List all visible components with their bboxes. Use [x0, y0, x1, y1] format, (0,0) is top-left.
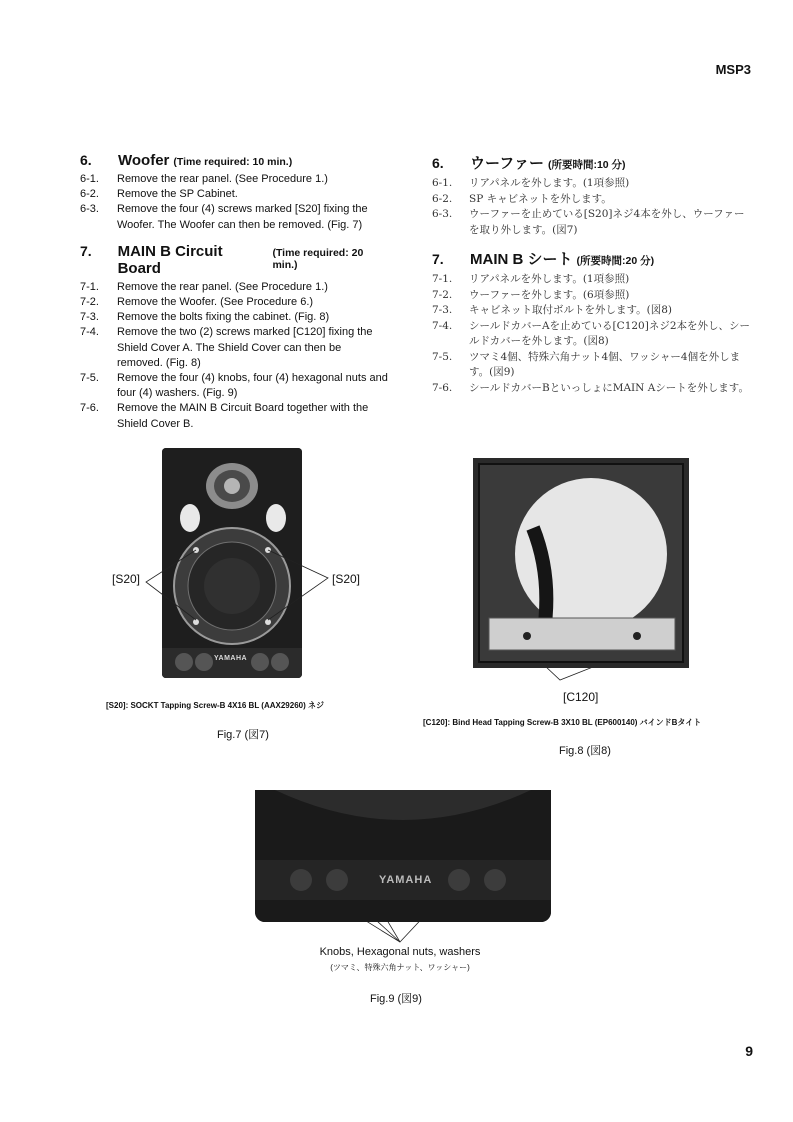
section-number: 6. [432, 155, 444, 171]
section-title: ウーファー [470, 155, 544, 172]
step-item [80, 280, 390, 295]
step-item [80, 401, 390, 431]
fig9-callout-jp: (ツマミ、特殊六角ナット、ワッシャー) [330, 963, 470, 972]
section-heading [80, 152, 390, 169]
step-number: 7-6. [432, 381, 453, 394]
section-heading [432, 152, 750, 173]
section-number: 7. [80, 242, 92, 259]
fig8-label: Fig.8 (図8) [559, 745, 611, 757]
step-item [80, 371, 390, 401]
section-woofer [80, 152, 390, 233]
step-text: Remove the four (4) knobs, four (4) hexagonal nuts and four (4) washers. (Fig. 9) [117, 372, 388, 400]
step-item [80, 172, 390, 187]
fig7-callout-right: [S20] [332, 572, 361, 586]
section-heading [80, 243, 390, 277]
step-text: Remove the rear panel. (See Procedure 1.) [117, 173, 328, 185]
section-number: 7. [432, 251, 444, 267]
step-text: キャビネット取付ボルトを外します。(図8) [469, 304, 673, 316]
step-item [432, 176, 750, 192]
english-column [80, 152, 390, 442]
step-text: Remove the rear panel. (See Procedure 1.) [117, 280, 328, 293]
step-list [432, 272, 750, 396]
fig7-speaker-photo [162, 448, 302, 678]
step-number: 6-1. [432, 177, 453, 189]
fig9-knobs-photo [255, 790, 551, 922]
fig7-label: Fig.7 (図7) [217, 729, 269, 741]
interior-drawing [473, 458, 689, 668]
fig8-callout: [C120] [563, 690, 599, 704]
step-number: 7-4. [432, 319, 453, 332]
speaker-drawing [162, 448, 302, 678]
section-main-b [80, 243, 390, 432]
step-item [432, 381, 750, 397]
japanese-column [432, 152, 750, 406]
fig7-screw-caption: [S20]: SOCKT Tapping Screw-B 4X16 BL (AAX29260) ネジ [106, 701, 324, 710]
model-name: MSP3 [715, 62, 751, 77]
step-item [80, 325, 390, 371]
step-item [432, 350, 750, 381]
step-item [432, 303, 750, 319]
section-number: 6. [80, 152, 92, 168]
step-item [80, 187, 390, 202]
step-number: 6-2. [80, 188, 99, 201]
step-number: 7-2. [80, 296, 99, 309]
step-item [432, 319, 750, 350]
step-list [432, 176, 750, 238]
step-text: ウーファーを外します。(6項参照) [469, 288, 630, 301]
step-text: Remove the bolts fixing the cabinet. (Fig. 8) [117, 311, 330, 324]
section-time: (Time required: 10 min.) [173, 156, 293, 168]
step-number: 7-4. [80, 326, 99, 339]
step-text: シールドカバーAを止めている[C120]ネジ2本を外し、シールドカバーを外します。(図8) [469, 319, 751, 347]
step-text: Remove the MAIN B Circuit Board together with the Shield Cover B. [117, 402, 369, 430]
section-main-b-jp [432, 248, 750, 396]
step-item [80, 295, 390, 310]
step-list [80, 280, 390, 432]
fig9-brand: YAMAHA [379, 874, 433, 886]
section-title: Woofer [118, 152, 170, 169]
step-number: 6-3. [432, 208, 453, 220]
step-number: 6-3. [80, 203, 99, 216]
page-number: 9 [745, 1043, 753, 1059]
step-item [432, 288, 750, 304]
step-number: 7-5. [432, 350, 453, 363]
fig8-interior-photo [473, 458, 689, 668]
step-number: 6-2. [432, 192, 453, 205]
step-item [432, 192, 750, 208]
step-item [80, 310, 390, 325]
section-time: (所要時間:20 分) [576, 255, 655, 267]
knobs-drawing [255, 790, 551, 922]
step-number: 7-1. [80, 280, 99, 293]
step-text: Remove the four (4) screws marked [S20] fixing the Woofer. The Woofer can then be removed. (Fig. 7) [117, 203, 368, 231]
step-text: Remove the SP Cabinet. [117, 188, 238, 201]
step-text: リアパネルを外します。(1項参照) [469, 273, 630, 285]
step-number: 7-6. [80, 402, 99, 415]
step-number: 7-1. [432, 273, 453, 285]
step-list [80, 172, 390, 233]
step-item [80, 202, 390, 232]
section-time: (Time required: 20 min.) [272, 246, 364, 271]
fig7-brand: YAMAHA [214, 655, 248, 662]
section-title: MAIN B Circuit Board [117, 242, 223, 277]
fig7-callout-left: [S20] [112, 572, 141, 586]
step-text: SP キャビネットを外します。 [469, 192, 612, 205]
section-heading [432, 248, 750, 269]
step-item [432, 207, 750, 238]
step-text: リアパネルを外します。(1項参照) [469, 177, 630, 189]
step-number: 7-3. [432, 304, 453, 316]
section-time: (所要時間:10 分) [547, 159, 626, 171]
step-text: Remove the Woofer. (See Procedure 6.) [117, 296, 314, 309]
fig9-callout-en: Knobs, Hexagonal nuts, washers [319, 946, 481, 958]
step-number: 6-1. [80, 173, 99, 185]
step-number: 7-5. [80, 372, 99, 385]
step-text: シールドカバーBといっしょにMAIN Aシートを外します。 [469, 381, 749, 394]
step-text: ウーファーを止めている[S20]ネジ4本を外し、ウーファーを取り外します。(図7) [469, 208, 745, 236]
step-item [432, 272, 750, 288]
step-number: 7-2. [432, 288, 453, 301]
section-woofer-jp [432, 152, 750, 238]
step-text: Remove the two (2) screws marked [C120] fixing the Shield Cover A. The Shield Cover can then be removed. (Fig. 8) [117, 326, 373, 369]
step-text: ツマミ4個、特殊六角ナット4個、ワッシャー4個を外します。(図9) [469, 350, 741, 378]
section-title: MAIN B シート [470, 251, 573, 268]
fig9-label: Fig.9 (図9) [370, 993, 422, 1005]
fig8-screw-caption: [C120]: Bind Head Tapping Screw-B 3X10 BL (EP600140) バインドBタイト [423, 718, 702, 727]
step-number: 7-3. [80, 311, 99, 324]
